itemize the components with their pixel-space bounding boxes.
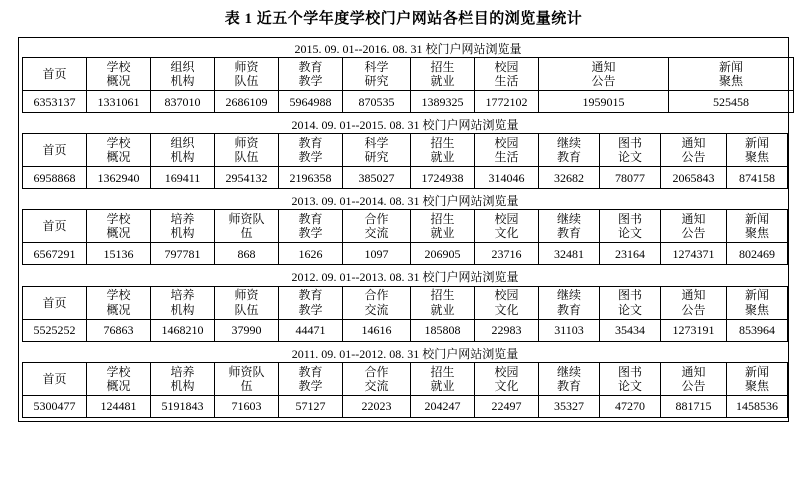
column-header-line: 招生 [430,212,455,227]
pageview-value: 1468210 [151,319,215,341]
column-header [539,58,669,91]
column-header-line: 教学 [298,302,323,317]
pageview-value: 32481 [539,243,600,265]
column-header-line: 聚焦 [719,74,744,89]
column-header [661,286,727,319]
column-header [411,210,475,243]
column-header-line: 师资 [234,288,259,303]
column-header-line: 就业 [430,150,455,165]
column-header-line: 继续 [556,212,581,227]
column-header [151,134,215,167]
period-label: 2011. 09. 01--2012. 08. 31 校门户网站浏览量 [291,346,519,361]
table-blocks [22,41,785,418]
column-header [87,362,151,395]
column-header-line: 学校 [106,212,131,227]
column-header-line: 教育 [298,60,323,74]
pageview-value: 525458 [669,91,794,113]
pageview-value: 797781 [151,243,215,265]
column-header [279,58,343,91]
period-label: 2012. 09. 01--2013. 08. 31 校门户网站浏览量 [291,270,519,285]
column-header [23,58,87,91]
pageview-value: 837010 [151,91,215,113]
column-header-line: 文化 [494,378,519,393]
column-header [411,58,475,91]
column-header-line: 校园 [494,212,519,227]
column-header-line: 教育 [298,364,323,379]
period-label: 2014. 09. 01--2015. 08. 31 校门户网站浏览量 [291,118,519,133]
pageview-value: 6567291 [23,243,87,265]
pageview-value: 76863 [87,319,151,341]
column-header-line: 学校 [106,136,131,151]
column-header-line: 文化 [494,302,519,317]
column-header [661,210,727,243]
table-row [23,319,788,341]
column-header-line: 通知 [591,60,616,74]
column-header [215,58,279,91]
column-header-line: 论文 [617,302,642,317]
column-header-line: 队伍 [234,74,259,89]
column-header [87,286,151,319]
column-header-line: 图书 [617,288,642,303]
pageview-value: 47270 [600,395,661,417]
column-header-line: 新闻 [745,136,770,151]
pageview-value: 2065843 [661,167,727,189]
column-header-line: 培养 [170,212,195,227]
column-header-line: 教育 [298,212,323,227]
column-header-line: 交流 [364,378,389,393]
column-header [343,134,411,167]
pageview-value: 5964988 [279,91,343,113]
column-header-line: 新闻 [745,288,770,303]
pageview-value: 870535 [343,91,411,113]
year-block-table [22,117,788,189]
column-header [151,58,215,91]
column-header-line: 论文 [617,226,642,241]
column-header [87,134,151,167]
pageview-value: 6353137 [23,91,87,113]
pageview-value: 1724938 [411,167,475,189]
column-header-line: 机构 [170,378,195,393]
column-header [475,286,539,319]
column-header-line: 聚焦 [745,226,770,241]
table-row [23,91,794,113]
column-header-line: 概况 [106,74,131,89]
period-row [23,117,788,134]
year-block-table [22,41,794,113]
column-header-line: 机构 [170,74,195,89]
pageview-value: 2686109 [215,91,279,113]
year-block-table [22,193,788,265]
pageview-value: 1097 [343,243,411,265]
pageview-value: 2196358 [279,167,343,189]
column-header-line: 师资队 [228,212,265,227]
column-header-line: 教学 [298,74,323,89]
column-header-line: 教育 [556,302,581,317]
column-header [600,362,661,395]
column-header-line: 交流 [364,302,389,317]
column-header [600,210,661,243]
column-header-line: 组织 [170,60,195,74]
column-header-line: 首页 [42,295,67,310]
column-header [151,362,215,395]
pageview-value: 5191843 [151,395,215,417]
column-header [215,134,279,167]
column-header-line: 聚焦 [745,150,770,165]
column-header-line: 校园 [494,288,519,303]
column-header-line: 机构 [170,150,195,165]
column-header-line: 首页 [42,143,67,158]
table-header-row [23,134,788,167]
column-header-line: 公告 [681,226,706,241]
column-header [279,210,343,243]
period-label: 2013. 09. 01--2014. 08. 31 校门户网站浏览量 [291,194,519,209]
column-header-line: 教育 [556,150,581,165]
column-header-line: 教育 [556,226,581,241]
period-row [23,41,794,58]
pageview-value: 314046 [475,167,539,189]
column-header [151,286,215,319]
column-header-line: 研究 [364,74,389,89]
pageview-value: 23716 [475,243,539,265]
column-header-line: 教学 [298,378,323,393]
pageview-value: 853964 [727,319,788,341]
column-header-line: 就业 [430,226,455,241]
column-header-line: 论文 [617,378,642,393]
column-header-line: 校园 [494,364,519,379]
column-header [539,210,600,243]
column-header-line: 学校 [106,60,131,74]
column-header-line: 公告 [681,302,706,317]
column-header [669,58,794,91]
column-header [87,210,151,243]
pageview-value: 6958868 [23,167,87,189]
column-header-line: 培养 [170,288,195,303]
column-header [23,210,87,243]
pageview-value: 22497 [475,395,539,417]
column-header-line: 文化 [494,226,519,241]
column-header-line: 教学 [298,226,323,241]
pageview-value: 5525252 [23,319,87,341]
column-header [539,286,600,319]
column-header-line: 招生 [430,136,455,151]
pageview-value: 185808 [411,319,475,341]
column-header-line: 首页 [42,67,67,82]
column-header-line: 科学 [364,136,389,151]
column-header-line: 学校 [106,288,131,303]
column-header [727,134,788,167]
column-header [279,134,343,167]
column-header-line: 概况 [106,378,131,393]
pageview-value: 22023 [343,395,411,417]
pageview-value: 32682 [539,167,600,189]
pageview-value: 37990 [215,319,279,341]
pageview-value: 2954132 [215,167,279,189]
period-row [23,346,788,363]
column-header-line: 交流 [364,226,389,241]
pageview-value: 874158 [727,167,788,189]
column-header-line: 招生 [430,60,455,74]
pageview-value: 868 [215,243,279,265]
column-header [23,362,87,395]
column-header-line: 首页 [42,219,67,234]
column-header-line: 新闻 [744,364,769,379]
table-caption: 表 1 近五个学年度学校门户网站各栏目的浏览量统计 [224,11,583,27]
pageview-value: 31103 [539,319,600,341]
column-header-line: 公告 [681,378,706,393]
column-header [151,210,215,243]
column-header-line: 队伍 [234,150,259,165]
column-header-line: 生活 [494,150,519,165]
column-header-line: 培养 [170,364,195,379]
column-header-line: 继续 [556,364,581,379]
pageview-value: 204247 [411,395,475,417]
column-header-line: 组织 [170,136,195,151]
column-header-line: 师资 [234,136,259,151]
column-header [23,286,87,319]
column-header-line: 招生 [430,288,455,303]
column-header-line: 图书 [617,364,642,379]
table-header-row [23,210,788,243]
column-header-line: 生活 [494,74,519,89]
column-header-line: 就业 [430,378,455,393]
column-header-line: 教育 [556,378,581,393]
column-header [87,58,151,91]
pageview-value: 35327 [539,395,600,417]
column-header-line: 新闻 [745,212,770,227]
column-header-line: 招生 [430,364,455,379]
column-header [343,362,411,395]
column-header-line: 公告 [681,150,706,165]
pageview-value: 1331061 [87,91,151,113]
column-header [279,286,343,319]
column-header [411,362,475,395]
column-header [343,210,411,243]
column-header-line: 师资队 [228,364,265,379]
pageview-value: 44471 [279,319,343,341]
column-header-line: 新闻 [719,60,744,74]
column-header-line: 概况 [106,226,131,241]
column-header-line: 教育 [298,288,323,303]
statistics-table-container [18,37,789,422]
column-header-line: 首页 [42,371,67,386]
pageview-value: 15136 [87,243,151,265]
column-header [600,134,661,167]
pageview-value: 22983 [475,319,539,341]
pageview-value: 802469 [727,243,788,265]
pageview-value: 57127 [279,395,343,417]
column-header-line: 聚焦 [745,302,770,317]
table-row [23,243,788,265]
pageview-value: 385027 [343,167,411,189]
column-header [600,286,661,319]
column-header [215,210,279,243]
column-header-line: 机构 [170,226,195,241]
column-header [475,210,539,243]
pageview-value: 1626 [279,243,343,265]
column-header-line: 队伍 [234,302,259,317]
column-header-line: 合作 [364,212,389,227]
column-header-line: 学校 [106,364,131,379]
table-header-row [23,58,794,91]
column-header-line: 校园 [494,60,519,74]
column-header [727,362,788,395]
column-header-line: 教学 [298,150,323,165]
column-header-line: 研究 [364,150,389,165]
table-header-row [23,286,788,319]
table-row [23,167,788,189]
period-label: 2015. 09. 01--2016. 08. 31 校门户网站浏览量 [294,42,522,56]
column-header-line: 论文 [617,150,642,165]
column-header-line: 伍 [240,226,253,241]
pageview-value: 1772102 [475,91,539,113]
column-header-line: 图书 [617,136,642,151]
year-block-table [22,346,788,418]
column-header-line: 就业 [430,302,455,317]
column-header-line: 师资 [234,60,259,74]
column-header-line: 通知 [681,136,706,151]
column-header-line: 继续 [556,136,581,151]
column-header-line: 继续 [556,288,581,303]
pageview-value: 1389325 [411,91,475,113]
column-header-line: 机构 [170,302,195,317]
column-header-line: 公告 [591,74,616,89]
column-header-line: 科学 [364,60,389,74]
column-header [411,134,475,167]
column-header-line: 就业 [430,74,455,89]
column-header-line: 通知 [681,212,706,227]
column-header [661,362,727,395]
column-header-line: 通知 [681,288,706,303]
pageview-value: 881715 [661,395,727,417]
column-header-line: 通知 [681,364,706,379]
column-header [727,210,788,243]
column-header [215,362,279,395]
column-header [539,362,600,395]
column-header [727,286,788,319]
pageview-value: 14616 [343,319,411,341]
column-header [539,134,600,167]
pageview-value: 169411 [151,167,215,189]
pageview-value: 124481 [87,395,151,417]
period-row [23,193,788,210]
pageview-value: 1458536 [727,395,788,417]
column-header-line: 伍 [240,378,253,393]
pageview-value: 5300477 [23,395,87,417]
period-row [23,269,788,286]
pageview-value: 1273191 [661,319,727,341]
column-header [279,362,343,395]
pageview-value: 71603 [215,395,279,417]
column-header-line: 合作 [364,364,389,379]
column-header-line: 聚焦 [744,378,769,393]
column-header [23,134,87,167]
column-header [343,58,411,91]
column-header [475,362,539,395]
column-header [215,286,279,319]
pageview-value: 206905 [411,243,475,265]
column-header [661,134,727,167]
column-header-line: 合作 [364,288,389,303]
pageview-value: 35434 [600,319,661,341]
column-header [475,58,539,91]
column-header-line: 概况 [106,302,131,317]
column-header-line: 教育 [298,136,323,151]
table-row [23,395,788,417]
column-header-line: 图书 [617,212,642,227]
column-header [411,286,475,319]
pageview-value: 23164 [600,243,661,265]
column-header [343,286,411,319]
table-header-row [23,362,788,395]
pageview-value: 78077 [600,167,661,189]
column-header-line: 概况 [106,150,131,165]
year-block-table [22,269,788,341]
pageview-value: 1362940 [87,167,151,189]
pageview-value: 1274371 [661,243,727,265]
column-header [475,134,539,167]
column-header-line: 校园 [494,136,519,151]
pageview-value: 1959015 [539,91,669,113]
